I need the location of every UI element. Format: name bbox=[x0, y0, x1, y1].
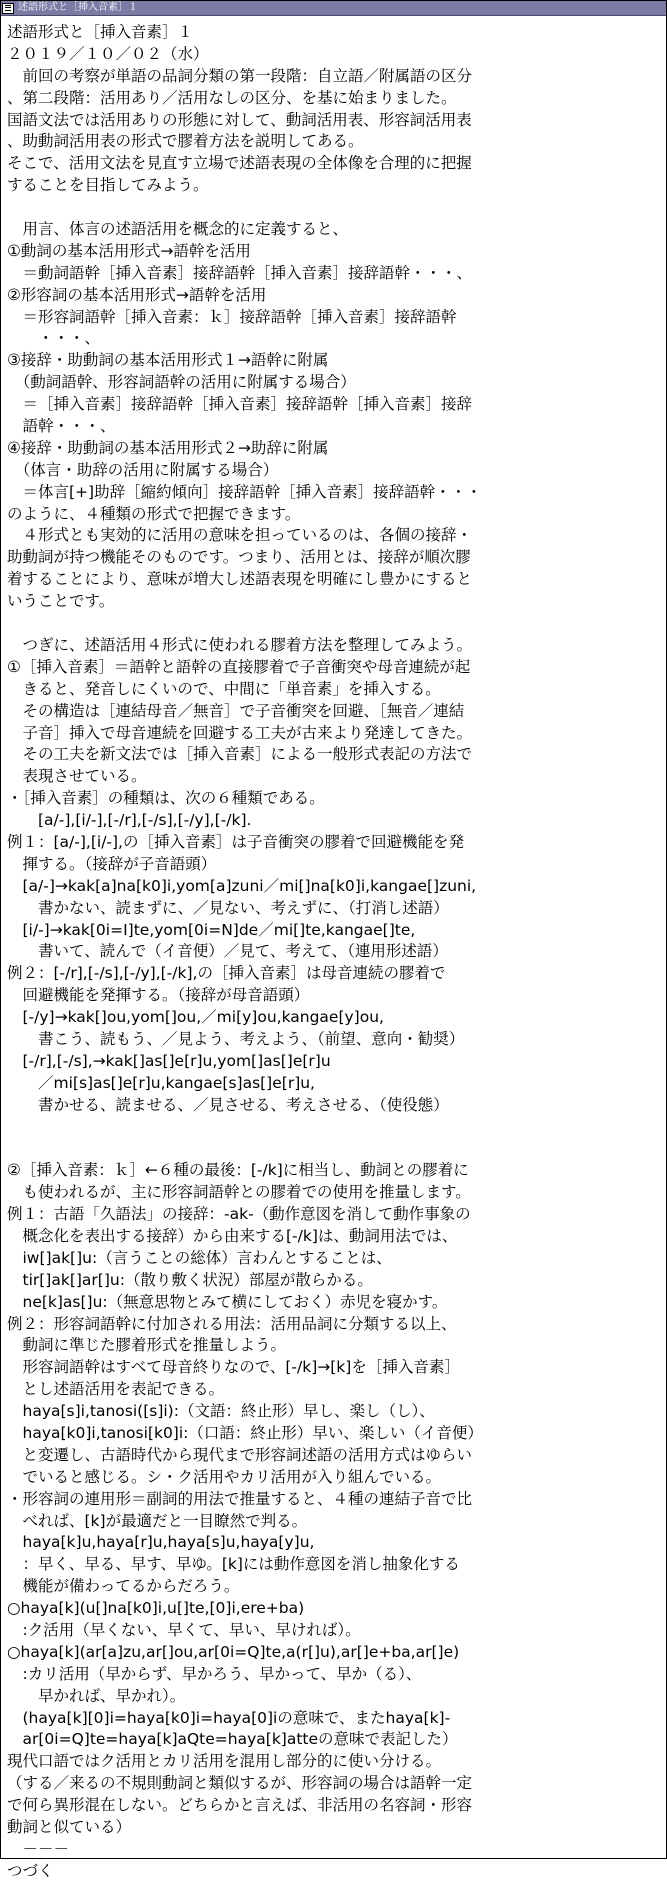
text-line: －－－ bbox=[7, 1839, 70, 1858]
text-line: 例２：形容詞語幹に付加される用法：活用品詞に分類する以上、 bbox=[7, 1314, 457, 1333]
text-line: ①［挿入音素］＝語幹と語幹の直接膠着で子音衝突や母音連続が起 bbox=[7, 657, 471, 676]
text-line: 述語形式と［挿入音素］１ bbox=[7, 23, 194, 41]
text-line: ２０１９／１０／０２（水） bbox=[7, 44, 209, 63]
text-line: 国語文法では活用ありの形態に対して、動詞活用表、形容詞活用表 bbox=[7, 110, 472, 129]
text-line: 例１：[a/-],[i/-],の［挿入音素］は子音衝突の膠着で回避機能を発 bbox=[7, 832, 464, 851]
text-line: いうことです。 bbox=[7, 592, 115, 611]
text-line: 、助動詞活用表の形式で膠着方法を説明してある。 bbox=[7, 132, 364, 151]
text-line: haya[k0]i,tanosi[k0]i:（口語：終止形）早い、楽しい（イ音便） bbox=[7, 1424, 483, 1442]
text-line: （する／来るの不規則動詞と類似するが、形容詞の場合は語幹一定 bbox=[7, 1774, 473, 1793]
text-line: ４形式とも実効的に活用の意味を担っているのは、各個の接辞・ bbox=[7, 526, 473, 545]
text-line bbox=[7, 197, 661, 219]
text-line: 機能が備わってるからだろう。 bbox=[7, 1577, 240, 1596]
text-line: [a/-]→kak[a]na[k0]i,yom[a]zuni／mi[]na[k0]i,kangae[]zuni, bbox=[7, 876, 477, 895]
text-line: 動詞に準じた膠着形式を推量しよう。 bbox=[7, 1336, 287, 1355]
text-line: [a/-],[i/-],[-/r],[-/s],[-/y],[-/k]. bbox=[7, 811, 252, 830]
text-line: で何ら異形混在しない。どちらかと言えば、非活用の名容詞・形容 bbox=[7, 1796, 473, 1815]
text-line: ・形容詞の連用形＝副詞的用法で推量すると、４種の連結子音で比 bbox=[7, 1489, 473, 1508]
text-line: tir[]ak[]ar[]u:（散り敷く状況）部屋が散らかる。 bbox=[7, 1270, 373, 1289]
text-line: ／mi[s]as[]e[r]u,kangae[s]as[]e[r]u, bbox=[7, 1073, 315, 1092]
text-line: 書かない、読まずに、／見ない、考えずに、（打消し述語） bbox=[7, 898, 449, 917]
text-line: きると、発音しにくいので、中間に「単音素」を挿入する。 bbox=[7, 679, 441, 698]
text-line: ar[0i=Q]te=haya[k]aQte=haya[k]atteの意味で表記した） bbox=[7, 1730, 458, 1749]
text-line bbox=[7, 1138, 661, 1160]
text-line: ＝形容詞語幹［挿入音素：ｋ］接辞語幹［挿入音素］接辞語幹 bbox=[7, 307, 457, 326]
text-line: ＝体言[+]助辞［縮約傾向］接辞語幹［挿入音素］接辞語幹・・・ bbox=[7, 482, 482, 501]
document-body[interactable] bbox=[7, 22, 661, 1880]
text-line: ②形容詞の基本活用形式→語幹を活用 bbox=[7, 285, 267, 304]
text-line: ：早く、早る、早す、早ゆ。[k]には動作意図を消し抽象化する bbox=[7, 1555, 460, 1574]
text-line: 書かせる、読ませる、／見させる、考えさせる、（使役態） bbox=[7, 1095, 449, 1114]
text-line: 概念化を表出する接辞）から由来する[-/k]は、動詞用法では、 bbox=[7, 1226, 458, 1245]
text-line: 、第二段階：活用あり／活用なしの区分、を基に始まりました。 bbox=[7, 88, 457, 107]
text-line: ①動詞の基本活用形式→語幹を活用 bbox=[7, 241, 251, 260]
text-line: 動詞と似ている） bbox=[7, 1818, 132, 1837]
text-line: 表現させている。 bbox=[7, 767, 147, 786]
text-line: と変遷し、古語時代から現代まで形容詞述語の活用方式はゆらい bbox=[7, 1445, 473, 1464]
text-line: ○haya[k](ar[a]zu,ar[]ou,ar[0i=Q]te,a(r[]u),ar[]e+ba,ar[]e) bbox=[7, 1642, 460, 1661]
text-line: 書いて、読んで（イ音便）／見て、考えて、（連用形述語） bbox=[7, 942, 448, 961]
text-line: iw[]ak[]u:（言うことの総体）言わんとすることは、 bbox=[7, 1248, 392, 1267]
text-line: ne[k]as[]u:（無意思物とみて横にしておく）赤児を寝かす。 bbox=[7, 1292, 448, 1311]
text-line: も使われるが、主に形容詞語幹との膠着での使用を推量します。 bbox=[7, 1183, 471, 1202]
text-line: 語幹・・・、 bbox=[7, 417, 116, 436]
text-line: 着することにより、意味が増大し述語表現を明確にし豊かにすると bbox=[7, 570, 473, 589]
text-line: ・・・、 bbox=[7, 329, 101, 348]
window-title: 述語形式と［挿入音素］１ bbox=[18, 2, 138, 13]
text-line: haya[s]i,tanosi([s]i):（文語：終止形）早し、楽し（し）、 bbox=[7, 1402, 435, 1421]
text-line: 揮する。（接辞が子音語頭） bbox=[7, 854, 217, 873]
text-line: つぎに、述語活用４形式に使われる膠着方法を整理してみよう。 bbox=[7, 635, 473, 654]
text-line: その工夫を新文法では［挿入音素］による一般形式表記の方法で bbox=[7, 745, 473, 764]
text-line: ④接辞・助動詞の基本活用形式２→助辞に附属 bbox=[7, 438, 329, 457]
text-line: (haya[k][0]i=haya[k0]i=haya[0]iの意味で、またhaya[k]- bbox=[7, 1708, 451, 1727]
text-line: その構造は［連結母音／無音］で子音衝突を回避、［無音／連結 bbox=[7, 701, 465, 720]
text-line: [-/y]→kak[]ou,yom[]ou,／mi[y]ou,kangae[y]ou, bbox=[7, 1008, 384, 1027]
text-line: 助動詞が持つ機能そのものです。つまり、活用とは、接辞が順次膠 bbox=[7, 548, 471, 567]
text-line: haya[k]u,haya[r]u,haya[s]u,haya[y]u, bbox=[7, 1533, 315, 1552]
text-line: でいると感じる。シ・ク活用やカリ活用が入り組んでいる。 bbox=[7, 1467, 442, 1486]
text-line: :ク活用（早くない、早くて、早い、早ければ）。 bbox=[7, 1621, 361, 1640]
text-line: ○haya[k](u[]na[k0]i,u[]te,[0]i,ere+ba) bbox=[7, 1599, 305, 1618]
text-line: そこで、活用文法を見直す立場で述語表現の全体像を合理的に把握 bbox=[7, 154, 472, 173]
text-line: [i/-]→kak[0i=I]te,yom[0i=N]de／mi[]te,kangae[]te, bbox=[7, 920, 416, 939]
text-line: 例１：古語「久語法」の接辞：-ak-（動作意図を消して動作事象の bbox=[7, 1205, 471, 1224]
text-line: べれば、[k]が最適だと一目瞭然で判る。 bbox=[7, 1511, 308, 1530]
text-line: （体言・助辞の活用に附属する場合） bbox=[7, 460, 279, 479]
text-line: ＝動詞語幹［挿入音素］接辞語幹［挿入音素］接辞語幹・・・、 bbox=[7, 263, 473, 282]
text-line: 例２：[-/r],[-/s],[-/y],[-/k],の［挿入音素］は母音連続の膠着で bbox=[7, 964, 446, 983]
text-line: ②［挿入音素：ｋ］←６種の最後：[-/k]に相当し、動詞との膠着に bbox=[7, 1161, 469, 1180]
text-line: 現代口語ではク活用とカリ活用を混用し部分的に使い分ける。 bbox=[7, 1752, 442, 1771]
text-line: [-/r],[-/s],→kak[]as[]e[r]u,yom[]as[]e[r]u bbox=[7, 1051, 331, 1070]
text-line: 早かれば、早かれ）。 bbox=[7, 1686, 186, 1705]
text-line: ・［挿入音素］の種類は、次の６種類である。 bbox=[7, 789, 325, 808]
text-line: 用言、体言の述語活用を概念的に定義すると、 bbox=[7, 220, 349, 239]
text-line: のように、４種類の形式で把握できます。 bbox=[7, 504, 301, 523]
text-line: することを目指してみよう。 bbox=[7, 176, 209, 195]
text-line: 子音］挿入で母音連続を回避する工夫が古来より発達してきた。 bbox=[7, 723, 473, 742]
title-bar[interactable] bbox=[1, 1, 666, 16]
text-line: とし述語活用を表記できる。 bbox=[7, 1380, 225, 1399]
hamburger-menu-icon[interactable] bbox=[2, 3, 14, 14]
text-line: 形容詞語幹はすべて母音終りなので、[-/k]→[k]を［挿入音素］ bbox=[7, 1358, 460, 1377]
text-line: ③接辞・助動詞の基本活用形式１→語幹に附属 bbox=[7, 351, 329, 370]
text-line: ＝［挿入音素］接辞語幹［挿入音素］接辞語幹［挿入音素］接辞 bbox=[7, 395, 473, 414]
text-line: 前回の考察が単語の品詞分類の第一段階：自立語／附属語の区分 bbox=[7, 66, 473, 85]
text-line bbox=[7, 613, 661, 635]
text-line: つづく bbox=[7, 1861, 54, 1880]
text-line: （動詞語幹、形容詞語幹の活用に附属する場合） bbox=[7, 373, 356, 392]
text-line bbox=[7, 1117, 661, 1139]
text-line: 回避機能を発揮する。（接辞が母音語頭） bbox=[7, 986, 310, 1005]
text-line: 書こう、読もう、／見よう、考えよう、（前望、意向・勧奨） bbox=[7, 1029, 465, 1048]
text-line: :カリ活用（早からず、早かろう、早かって、早か（る）、 bbox=[7, 1664, 422, 1683]
